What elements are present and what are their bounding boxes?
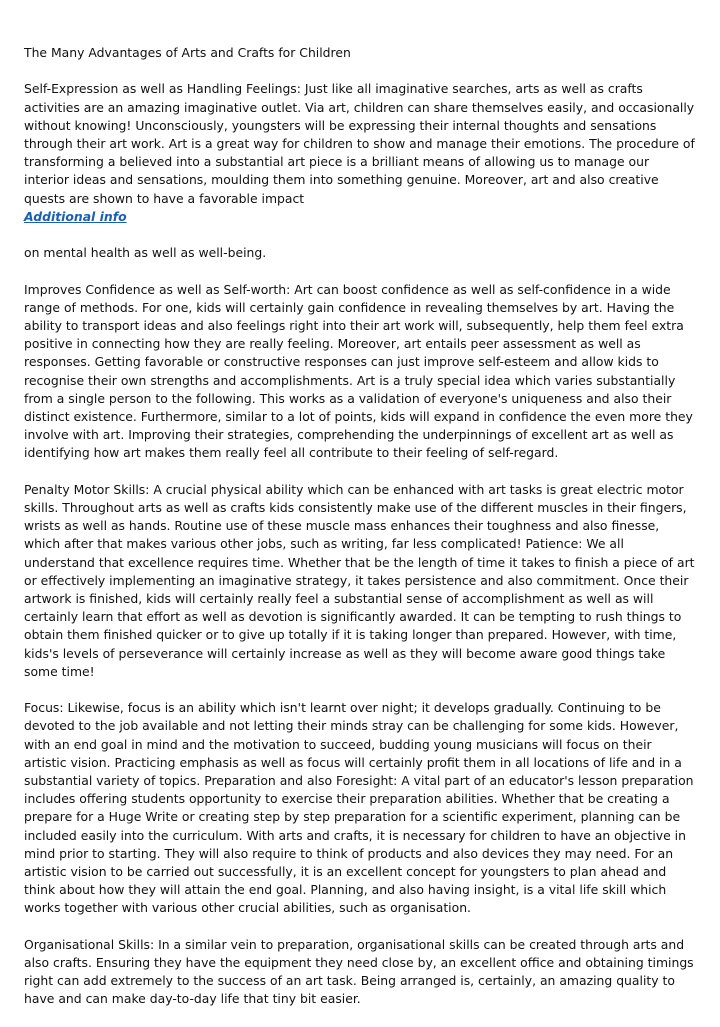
additional-info-link[interactable]: Additional info [24, 208, 127, 224]
paragraph-self-expression: Self-Expression as well as Handling Feelings: Just like all imaginative searches, arts as well as crafts activities are an amazing imaginative outlet. Via art, children can share themselves easily, and occasionally without knowing! Unconsciously, youngsters will be expressing their internal thoughts and sensations through their art work. Art is a great way for children to show and manage their emotions. The procedure of transforming a believed into a substantial art piece is a brilliant means of allowing us to manage our interior ideas and sensations, moulding them into something genuine. Moreover, art and also creative quests are shown to have a favorable impact [24, 81, 695, 206]
paragraph-organisational-skills: Organisational Skills: In a similar vein to preparation, organisational skills can be created through arts and also crafts. Ensuring they have the equipment they need close by, an excellent office and obtaining timings right can add extremely to the success of an art task. Being arranged is, certainly, an amazing quality to have and can make day-to-day life that tiny bit easier. [24, 936, 694, 1007]
paragraph-focus: Focus: Likewise, focus is an ability which isn't learnt over night; it develops gradually. Continuing to be devoted to the job available and not letting their minds stray can be challenging for some kids. However, with an end goal in mind and the motivation to succeed, budding young musicians will focus on their artistic vision. Practicing emphasis as well as focus will certainly profit them in all locations of life and in a substantial variety of topics. Preparation and also Foresight: A vital part of an educator's lesson preparation includes offering students opportunity to exercise their preparation abilities. Whether that be creating a prepare for a Huge Write or creating step by step preparation for a scientific experiment, planning can be included easily into the curriculum. With arts and crafts, it is necessary for children to have an objective in mind prior to starting. They will also require to think of products and also devices they may need. For an artistic vision to be carried out successfully, it is an excellent concept for youngsters to plan ahead and think about how they will attain the end goal. Planning, and also having insight, is a vital life skill which works together with various other crucial abilities, such as organisation. [24, 700, 694, 916]
paragraph-self-expression-continued: on mental health as well as well-being. [24, 245, 267, 261]
paragraph-confidence: Improves Confidence as well as Self-worth: Art can boost confidence as well as self-confidence in a wide range of methods. For one, kids will certainly gain confidence in revealing themselves by art. Having the ability to transport ideas and also feelings right into their art work will, subsequently, help them feel extra positive in connecting how they are really feeling. Moreover, art entails peer assessment as well as responses. Getting favorable or constructive responses can just improve self-esteem and allow kids to recognise their own strengths and accomplishments. Art is a truly special idea which varies substantially from a single person to the following. This works as a validation of everyone's uniqueness and also their distinct existence. Furthermore, similar to a lot of points, kids will expand in confidence the even more they involve with art. Improving their strategies, comprehending the underpinnings of excellent art as well as identifying how art makes them really feel all contribute to their feeling of self-regard. [24, 281, 693, 461]
article-title: The Many Advantages of Arts and Crafts for Children [24, 45, 351, 60]
article [24, 44, 696, 1027]
paragraph-motor-skills: Penalty Motor Skills: A crucial physical ability which can be enhanced with art tasks is great electric motor skills. Throughout arts as well as crafts kids consistently make use of the different muscles in their fingers, wrists as well as hands. Routine use of these muscle mass enhances their toughness and also finesse, which after that makes various other jobs, such as writing, far less complicated! Patience: We all understand that excellence requires time. Whether that be the length of time it takes to finish a piece of art or effectively implementing an imaginative strategy, it takes persistence and also commitment. Once their artwork is finished, kids will certainly really feel a substantial sense of accomplishment as well as will certainly learn that effort as well as devotion is significantly awarded. It can be tempting to rush things to obtain them finished quicker or to give up totally if it is taking longer than prepared. However, with time, kids's levels of perseverance will certainly increase as well as they will become aware good things take some time! [24, 481, 695, 679]
